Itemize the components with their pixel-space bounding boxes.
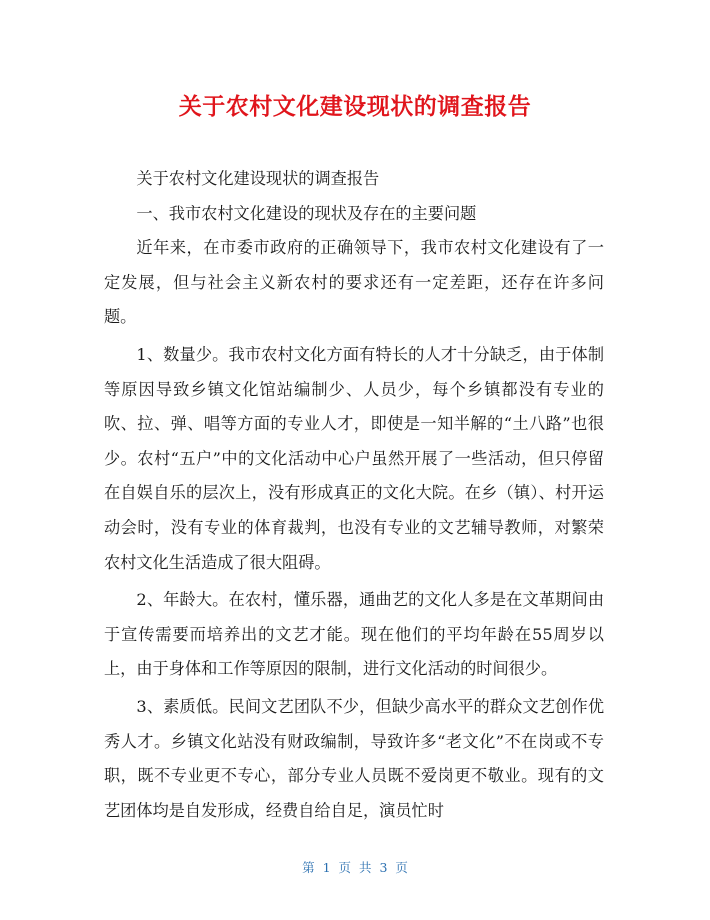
paragraph-section-one: 一、我市农村文化建设的现状及存在的主要问题 — [136, 203, 477, 223]
paragraph-intro: 近年来，在市委市政府的正确领导下，我市农村文化建设有了一定发展，但与社会主义新农村的要求还有一定差距，还存在许多问题。 — [104, 238, 604, 327]
paragraph-age: 2、年龄大。在农村，懂乐器，通曲艺的文化人多是在文革期间由于宣传需要而培养出的文艺才能。现在他们的平均年龄在55周岁以上，由于身体和工作等原因的限制，进行文化活动的时间很少。 — [104, 590, 604, 679]
paragraph-quality: 3、素质低。民间文艺团队不少，但缺少高水平的群众文艺创作优秀人才。乡镇文化站没有财政编制，导致许多“老文化”不在岗或不专职，既不专业更不专心，部分专业人员既不爱岗更不敬业。现有的文艺团体均是自发形成，经费自给自足，演员忙时 — [104, 696, 604, 820]
paragraph-heading: 关于农村文化建设现状的调查报告 — [136, 169, 380, 188]
document-body — [104, 162, 604, 828]
paragraph-quantity: 1、数量少。我市农村文化方面有特长的人才十分缺乏，由于体制等原因导致乡镇文化馆站编制少、人员少，每个乡镇都没有专业的吹、拉、弹、唱等方面的专业人才，即使是一知半解的“土八路”也很少。农村“五户”中的文化活动中心户虽然开展了一些活动，但只停留在自娱自乐的层次上，没有形成真正的文化大院。在乡（镇）、村开运动会时，没有专业的体育裁判，也没有专业的文艺辅导教师，对繁荣农村文化生活造成了很大阻碍。 — [104, 344, 604, 572]
page-number-footer: 第 1 页 共 3 页 — [302, 860, 408, 875]
document-title: 关于农村文化建设现状的调查报告 — [178, 94, 532, 120]
